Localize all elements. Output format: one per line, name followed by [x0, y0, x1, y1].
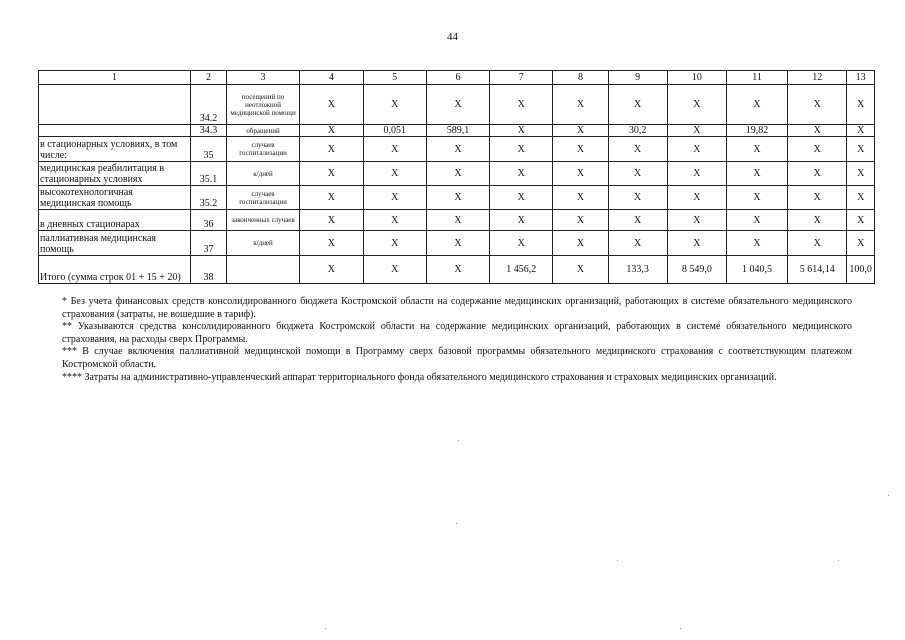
header-cell-9: 9: [608, 71, 667, 85]
header-cell-7: 7: [490, 71, 553, 85]
value-cell: X: [426, 186, 489, 210]
value-cell: X: [608, 231, 667, 256]
header-cell-11: 11: [726, 71, 787, 85]
header-cell-2: 2: [191, 71, 227, 85]
value-cell: X: [426, 231, 489, 256]
value-cell: X: [788, 186, 847, 210]
footnote-3: *** В случае включения паллиативной медицинской помощи в Программу сверх базовой программы обязательного медицинского страхования с соответствующим платежом Костромской области.: [62, 346, 852, 370]
value-cell: X: [490, 125, 553, 137]
value-cell: 8 549,0: [667, 256, 726, 284]
value-cell: X: [847, 162, 875, 186]
value-cell: X: [300, 162, 363, 186]
row-unit: случаев госпитализации: [226, 137, 299, 162]
value-cell: X: [726, 186, 787, 210]
table-row: [39, 231, 875, 256]
header-cell-3: 3: [226, 71, 299, 85]
cost-table: [38, 70, 875, 284]
value-cell: X: [363, 85, 426, 125]
value-cell: X: [490, 186, 553, 210]
value-cell: X: [363, 210, 426, 231]
value-cell: X: [490, 162, 553, 186]
value-cell: 0,051: [363, 125, 426, 137]
header-cell-4: 4: [300, 71, 363, 85]
value-cell: X: [553, 256, 608, 284]
header-row: [39, 71, 875, 85]
row-name: в дневных стационарах: [39, 210, 191, 231]
row-unit: посещений по неотложной медицинской помощи: [226, 85, 299, 125]
value-cell: 30,2: [608, 125, 667, 137]
footnote-1: * Без учета финансовых средств консолидированного бюджета Костромской области на содержание медицинских организаций, работающих в системе обязательного медицинского страхования (затраты, не вошедшие в тариф).: [62, 296, 852, 320]
value-cell: 1 040,5: [726, 256, 787, 284]
value-cell: X: [726, 85, 787, 125]
header-cell-13: 13: [847, 71, 875, 85]
row-name: паллиативная медицинская помощь: [39, 231, 191, 256]
row-code: 35.1: [191, 162, 227, 186]
header-cell-6: 6: [426, 71, 489, 85]
table-row: [39, 256, 875, 284]
value-cell: 1 456,2: [490, 256, 553, 284]
footnote-2: ** Указываются средства консолидированного бюджета Костромской области на содержание медицинских организаций, работающих в системе обязательного медицинского страхования, на расходы сверх Программы.: [62, 321, 852, 345]
value-cell: X: [726, 231, 787, 256]
value-cell: X: [608, 85, 667, 125]
value-cell: X: [608, 137, 667, 162]
value-cell: 5 614,14: [788, 256, 847, 284]
value-cell: X: [788, 137, 847, 162]
value-cell: X: [726, 137, 787, 162]
value-cell: X: [667, 125, 726, 137]
value-cell: X: [553, 210, 608, 231]
table-row: [39, 85, 875, 125]
row-unit: [226, 256, 299, 284]
value-cell: X: [667, 85, 726, 125]
row-code: 37: [191, 231, 227, 256]
row-code: 35.2: [191, 186, 227, 210]
row-name: [39, 85, 191, 125]
value-cell: X: [608, 162, 667, 186]
value-cell: X: [426, 137, 489, 162]
row-name: Итого (сумма строк 01 + 15 + 20): [39, 256, 191, 284]
value-cell: X: [847, 125, 875, 137]
row-name: медицинская реабилитация в стационарных условиях: [39, 162, 191, 186]
value-cell: X: [847, 186, 875, 210]
value-cell: X: [363, 186, 426, 210]
value-cell: X: [608, 186, 667, 210]
value-cell: X: [300, 125, 363, 137]
value-cell: X: [553, 231, 608, 256]
value-cell: X: [490, 137, 553, 162]
value-cell: X: [553, 162, 608, 186]
value-cell: X: [363, 162, 426, 186]
value-cell: X: [490, 231, 553, 256]
value-cell: X: [426, 162, 489, 186]
table-row: [39, 137, 875, 162]
value-cell: X: [426, 210, 489, 231]
row-code: 35: [191, 137, 227, 162]
value-cell: X: [490, 85, 553, 125]
value-cell: X: [426, 256, 489, 284]
value-cell: X: [667, 210, 726, 231]
value-cell: X: [553, 137, 608, 162]
table-row: [39, 210, 875, 231]
header-cell-8: 8: [553, 71, 608, 85]
value-cell: 589,1: [426, 125, 489, 137]
table-row: [39, 162, 875, 186]
value-cell: X: [788, 125, 847, 137]
row-code: 38: [191, 256, 227, 284]
value-cell: X: [300, 256, 363, 284]
value-cell: 133,3: [608, 256, 667, 284]
row-unit: случаев госпитализации: [226, 186, 299, 210]
value-cell: X: [300, 137, 363, 162]
value-cell: X: [300, 186, 363, 210]
row-code: 34.3: [191, 125, 227, 137]
row-name: [39, 125, 191, 137]
value-cell: X: [726, 210, 787, 231]
value-cell: 19,82: [726, 125, 787, 137]
row-unit: законченных случаев: [226, 210, 299, 231]
row-unit: обращений: [226, 125, 299, 137]
row-code: 34.2: [191, 85, 227, 125]
value-cell: 100,0: [847, 256, 875, 284]
value-cell: X: [300, 231, 363, 256]
row-name: в стационарных условиях, в том числе:: [39, 137, 191, 162]
header-cell-12: 12: [788, 71, 847, 85]
table-row: [39, 125, 875, 137]
value-cell: X: [847, 85, 875, 125]
value-cell: X: [726, 162, 787, 186]
value-cell: X: [553, 85, 608, 125]
row-unit: к/дней: [226, 231, 299, 256]
value-cell: X: [300, 210, 363, 231]
value-cell: X: [847, 210, 875, 231]
value-cell: X: [553, 125, 608, 137]
row-unit: к/дней: [226, 162, 299, 186]
value-cell: X: [667, 137, 726, 162]
header-cell-1: 1: [39, 71, 191, 85]
value-cell: X: [608, 210, 667, 231]
value-cell: X: [788, 162, 847, 186]
header-cell-5: 5: [363, 71, 426, 85]
page-number: 44: [447, 31, 458, 43]
value-cell: X: [847, 137, 875, 162]
value-cell: X: [667, 231, 726, 256]
value-cell: X: [490, 210, 553, 231]
row-name: высокотехнологичная медицинская помощь: [39, 186, 191, 210]
value-cell: X: [667, 186, 726, 210]
header-cell-10: 10: [667, 71, 726, 85]
value-cell: X: [847, 231, 875, 256]
value-cell: X: [788, 210, 847, 231]
table-row: [39, 186, 875, 210]
value-cell: X: [300, 85, 363, 125]
value-cell: X: [788, 85, 847, 125]
value-cell: X: [788, 231, 847, 256]
value-cell: X: [363, 231, 426, 256]
footnote-4: **** Затраты на административно-управленческий аппарат территориального фонда обязательного медицинского страхования и страховых медицинских организаций.: [62, 371, 777, 383]
row-code: 36: [191, 210, 227, 231]
value-cell: X: [426, 85, 489, 125]
value-cell: X: [363, 256, 426, 284]
value-cell: X: [553, 186, 608, 210]
value-cell: X: [363, 137, 426, 162]
value-cell: X: [667, 162, 726, 186]
footnotes: [62, 296, 852, 384]
